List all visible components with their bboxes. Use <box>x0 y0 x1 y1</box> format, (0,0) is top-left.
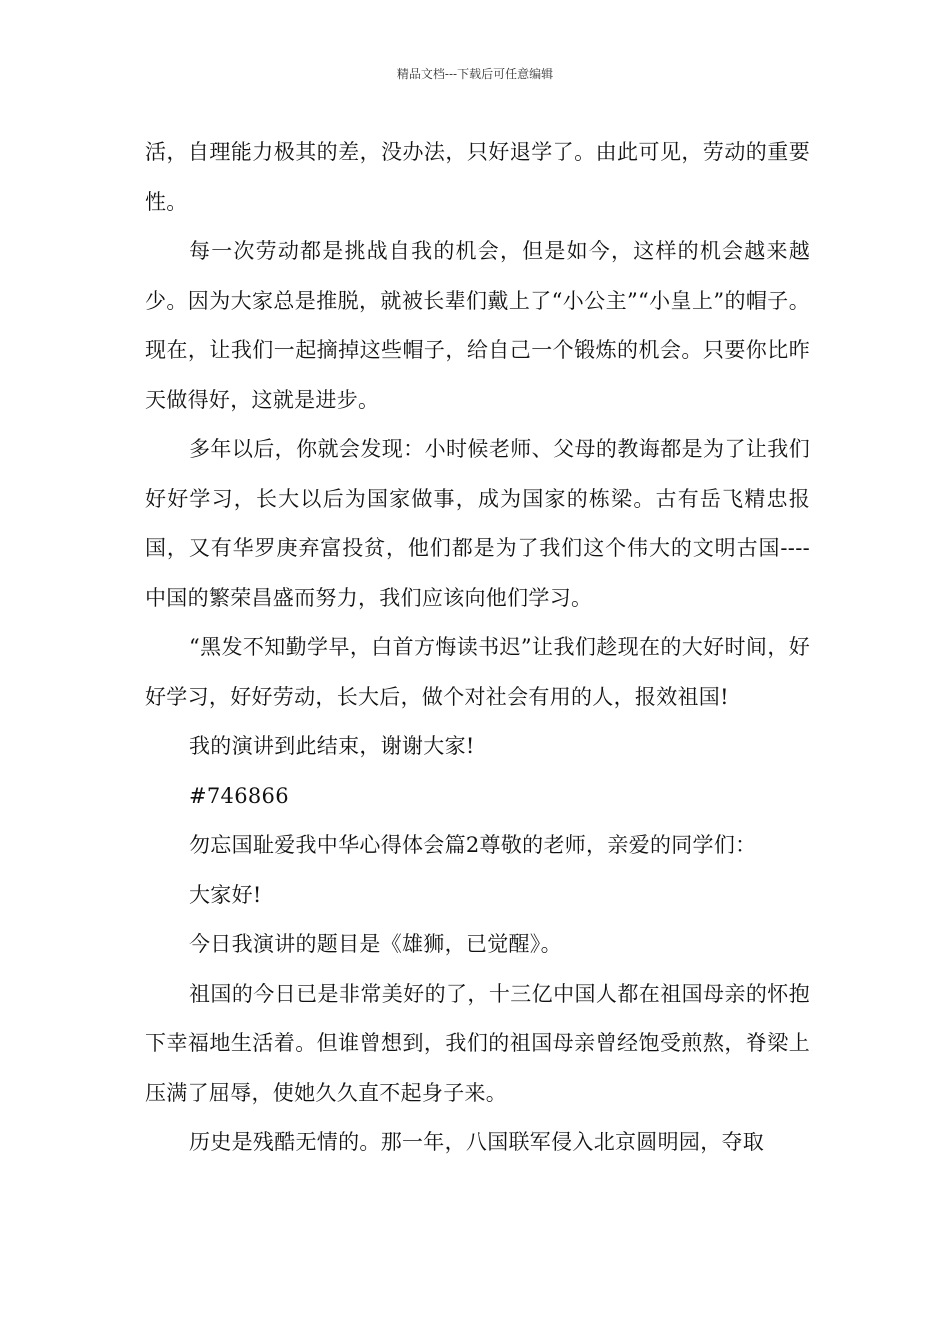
paragraph-2: 每一次劳动都是挑战自我的机会，但是如今，这样的机会越来越少。因为大家总是推脱，就被长辈们戴上了“小公主”“小皇上”的帽子。现在，让我们一起摘掉这些帽子，给自己一个锻炼的机会。只要你比昨天做得好，这就是进步。 <box>145 239 810 412</box>
paragraph-4: “黑发不知勤学早，白首方悔读书迟”让我们趁现在的大好时间，好好学习，好好劳动，长大后，做个对社会有用的人，报效祖国! <box>145 635 810 709</box>
paragraph-8: 大家好! <box>189 882 262 907</box>
paragraph-3: 多年以后，你就会发现：小时候老师、父母的教诲都是为了让我们好好学习，长大以后为国家做事，成为国家的栋梁。古有岳飞精忠报国，又有华罗庚弃富投贫，他们都是为了我们这个伟大的文明古国----中国的繁荣昌盛而努力，我们应该向他们学习。 <box>145 437 810 610</box>
paragraph-7: 勿忘国耻爱我中华心得体会篇2尊敬的老师，亲爱的同学们： <box>189 833 757 857</box>
paragraph-10: 祖国的今日已是非常美好的了，十三亿中国人都在祖国母亲的怀抱下幸福地生活着。但谁曾想到，我们的祖国母亲曾经饱受煎熬，脊梁上压满了屈辱，使她久久直不起身子来。 <box>145 981 810 1105</box>
paragraph-9: 今日我演讲的题目是《雄狮，已觉醒》。 <box>189 932 562 956</box>
document-body <box>145 128 810 1168</box>
paragraph-11: 历史是残酷无情的。那一年，八国联军侵入北京圆明园，夺取 <box>189 1130 765 1154</box>
paragraph-1: 活，自理能力极其的差，没办法，只好退学了。由此可见，劳动的重要性。 <box>145 140 810 214</box>
paragraph-5: 我的演讲到此结束，谢谢大家! <box>189 734 475 758</box>
page-header: 精品文档---下载后可任意编辑 <box>396 67 554 81</box>
paragraph-6: #746866 <box>189 783 289 808</box>
